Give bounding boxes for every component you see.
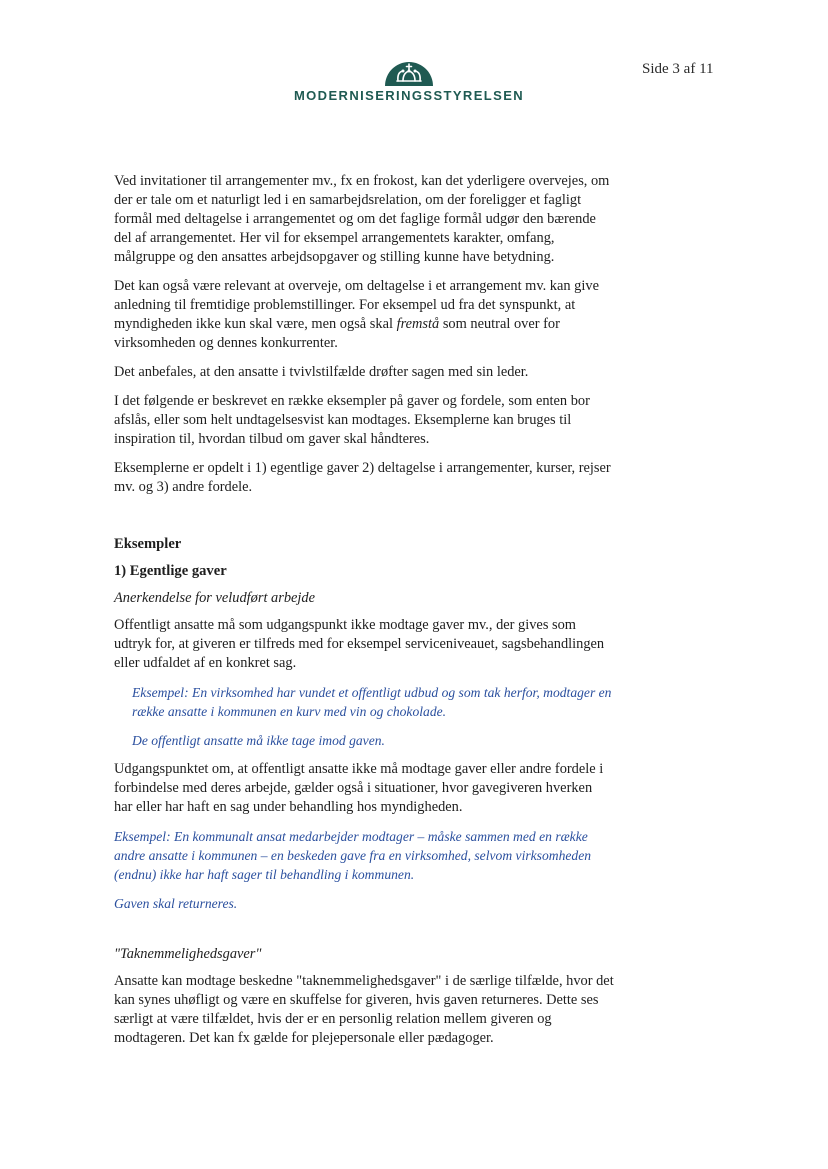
spacer — [114, 923, 614, 945]
paragraph-examples-intro: I det følgende er beskrevet en række eksempler på gaver og fordele, som enten bor afslås, eller som helt undtagelsesvist kan modtages. Eksemplerne kan bruges til inspiration til, hvordan tilbud om gaver skal håndteres. — [114, 393, 590, 447]
crown-icon — [383, 56, 435, 86]
ministry-logo — [284, 56, 534, 103]
paragraph-future-issues — [114, 277, 614, 353]
document-body — [114, 172, 614, 1058]
example-modest-gift-result: Gaven skal returneres. — [114, 896, 238, 911]
example-basket-result: De offentligt ansatte må ikke tage imod gaven. — [132, 733, 385, 748]
example-basket: Eksempel: En virksomhed har vundet et offentligt udbud og som tak herfor, modtager en række ansatte i kommunen en kurv med vin og chokolade. — [132, 685, 612, 719]
paragraph-no-case: Udgangspunktet om, at offentligt ansatte ikke må modtage gaver eller andre fordele i forbindelse med deres arbejde, gælder også i situationer, hvor gavegiveren hverken har eller har haft en sag under behandling hos myndigheden. — [114, 761, 604, 815]
paragraph-text: som neutral over for virksomheden og dennes konkurrenter. — [114, 316, 560, 351]
subheading-gratitude-gifts: "Taknemmelighedsgaver" — [114, 946, 262, 962]
paragraph-recognition: Offentligt ansatte må som udgangspunkt ikke modtage gaver mv., der gives som udtryk for, at giveren er tilfreds med for eksempel serviceniveauet, sagsbehandlingen eller udfaldet af en konkret sag. — [114, 617, 605, 671]
paragraph-examples-split: Eksemplerne er opdelt i 1) egentlige gaver 2) deltagelse i arrangementer, kurser, rejser mv. og 3) andre fordele. — [114, 460, 611, 495]
logo-text: MODERNISERINGSSTYRELSEN — [293, 88, 525, 103]
paragraph-invitations: Ved invitationer til arrangementer mv., fx en frokost, kan det yderligere overvejes, om der er tale om et naturligt led i en samarbejdsrelation, om der foreligger et fagligt formål med deltagelse i arrangementet og om det faglige formål udgør den bærende del af arrangementet. Her vil for eksempel arrangementets karakter, omfang, målgruppe og den ansattes arbejdsopgaver og stilling kunne have betydning. — [114, 173, 610, 265]
example-modest-gift: Eksempel: En kommunalt ansat medarbejder modtager – måske sammen med en række andre ansatte i kommunen – en beskeden gave fra en virksomhed, selvom virksomheden (endnu) ikke har haft sager til behandling i kommunen. — [114, 829, 592, 882]
subheading-recognition: Anerkendelse for veludført arbejde — [114, 590, 316, 606]
emphasis-text: fremstå — [396, 316, 440, 332]
paragraph-recommendation: Det anbefales, at den ansatte i tvivlstilfælde drøfter sagen med sin leder. — [114, 364, 529, 380]
paragraph-gratitude-gifts: Ansatte kan modtage beskedne "taknemmelighedsgaver" i de særlige tilfælde, hvor det kan synes uhøfligt og være en skuffelse for giveren, hvis gaven returneres. Dette ses særligt at være tilfældet, hvis der er en personlig relation mellem giveren og modtageren. Det kan fx gælde for plejepersonale eller pædagoger. — [114, 973, 614, 1046]
paragraph-text: Det kan også være relevant at overveje, om deltagelse i et arrangement mv. kan give anledning til fremtidige problemstillinger. For eksempel ud fra det synspunkt, at myndigheden ikke kun skal være, men også skal — [114, 278, 599, 332]
page-number: Side 3 af 11 — [642, 61, 714, 77]
section-heading-examples: Eksempler — [114, 536, 182, 552]
spacer — [114, 507, 614, 535]
section-heading-gifts: 1) Egentlige gaver — [114, 563, 227, 579]
